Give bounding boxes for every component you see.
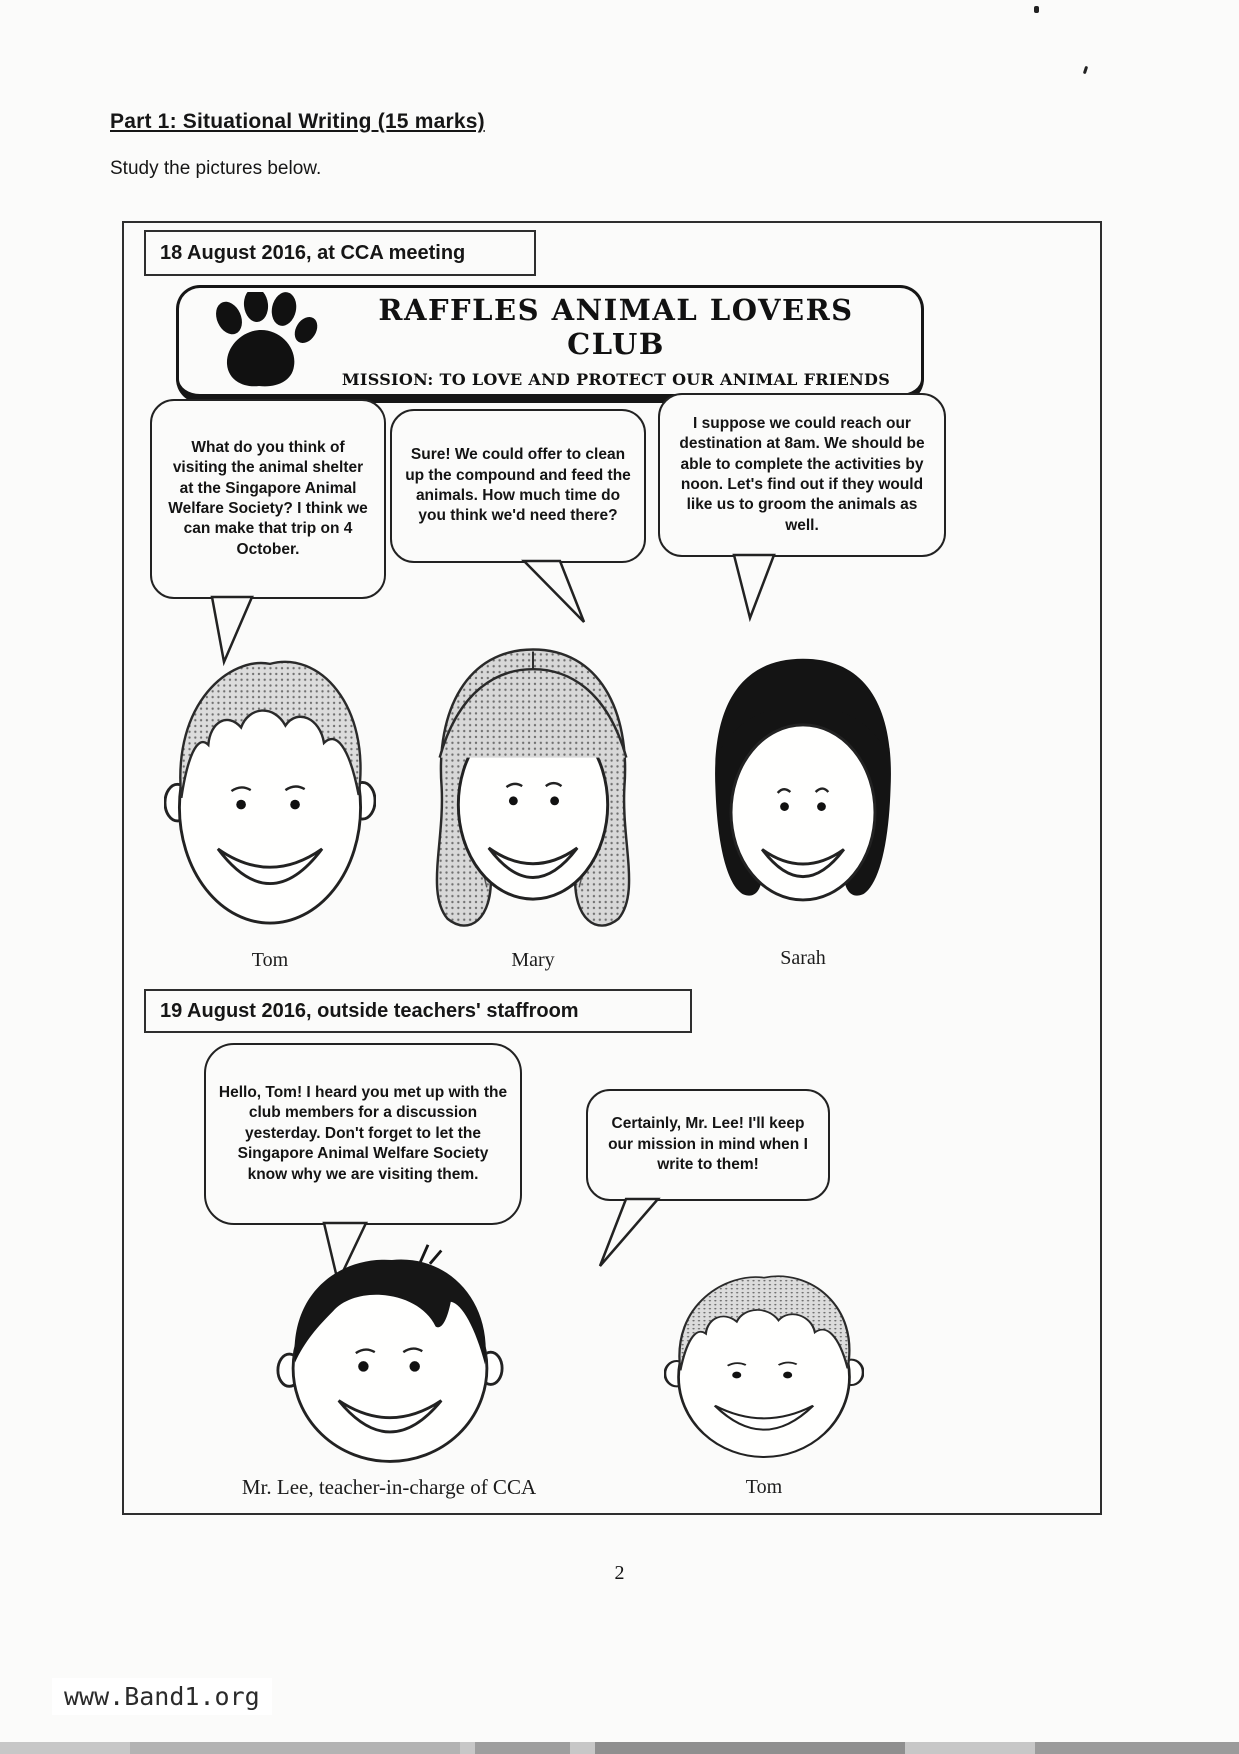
name-label-mary: Mary [511,949,555,971]
face-mary [420,637,646,947]
club-title: RAFFLES ANIMAL LOVERS CLUB [378,293,854,361]
scene2-date-label [144,989,692,1033]
paw-print-icon [199,292,323,390]
bubble-tail-mary [522,560,592,628]
scan-edge-segment [595,1742,905,1754]
speech-bubble-tom [150,399,386,599]
club-mission: MISSION: TO LOVE AND PROTECT OUR ANIMAL FRIENDS [341,370,891,389]
face-mr-lee [270,1241,510,1469]
bubble-tail-tom-reply [592,1198,666,1272]
scan-artifact-tick [1083,66,1088,75]
scene1-date-label [144,230,536,276]
caption-mr-lee: Mr. Lee, teacher-in-charge of CCA [241,1475,537,1499]
face-tom-scene2 [664,1267,864,1467]
speech-bubble-mary [390,409,646,563]
speech-text-mary: Sure! We could offer to clean up the compound and feed the animals. How much time do you think we'd need there? [405,446,631,525]
caption-tom: Tom [745,1476,783,1498]
instruction-text: Study the pictures below. [110,158,322,179]
face-sarah [696,647,910,937]
scan-artifact-dot [1034,6,1039,13]
face-tom [164,643,376,943]
scan-edge-bar [0,1742,1239,1754]
watermark-url: www.Band1.org [52,1678,272,1715]
speech-text-tom: What do you think of visiting the animal shelter at the Singapore Animal Welfare Society? I think we can make that trip on 4 October. [168,438,368,558]
speech-text-sarah: I suppose we could reach our destination at 8am. We should be able to complete the activities by noon. Let's find out if they would like us to groom the animals as well. [679,414,925,534]
speech-bubble-tom-reply [586,1089,830,1201]
scan-edge-segment [1035,1742,1239,1754]
bubble-tail-sarah [732,554,792,624]
part-heading: Part 1: Situational Writing (15 marks) [110,110,485,133]
name-label-sarah: Sarah [780,947,826,969]
scan-edge-segment [475,1742,570,1754]
page-number: 2 [614,1562,625,1584]
speech-bubble-sarah [658,393,946,557]
scene1-date-text: 18 August 2016, at CCA meeting [160,241,466,264]
banner-text-block [329,293,921,389]
speech-text-tom-reply: Certainly, Mr. Lee! I'll keep our mission in mind when I write to them! [608,1115,808,1174]
scan-edge-segment [130,1742,460,1754]
speech-bubble-mr-lee [204,1043,522,1225]
scene2-date-text: 19 August 2016, outside teachers' staffroom [160,999,579,1022]
picture-frame [122,221,1102,1515]
name-label-tom: Tom [251,949,289,971]
club-banner [176,285,924,403]
speech-text-mr-lee: Hello, Tom! I heard you met up with the club members for a discussion yesterday. Don't forget to let the Singapore Animal Welfare Society know why we are visiting them. [218,1083,508,1183]
